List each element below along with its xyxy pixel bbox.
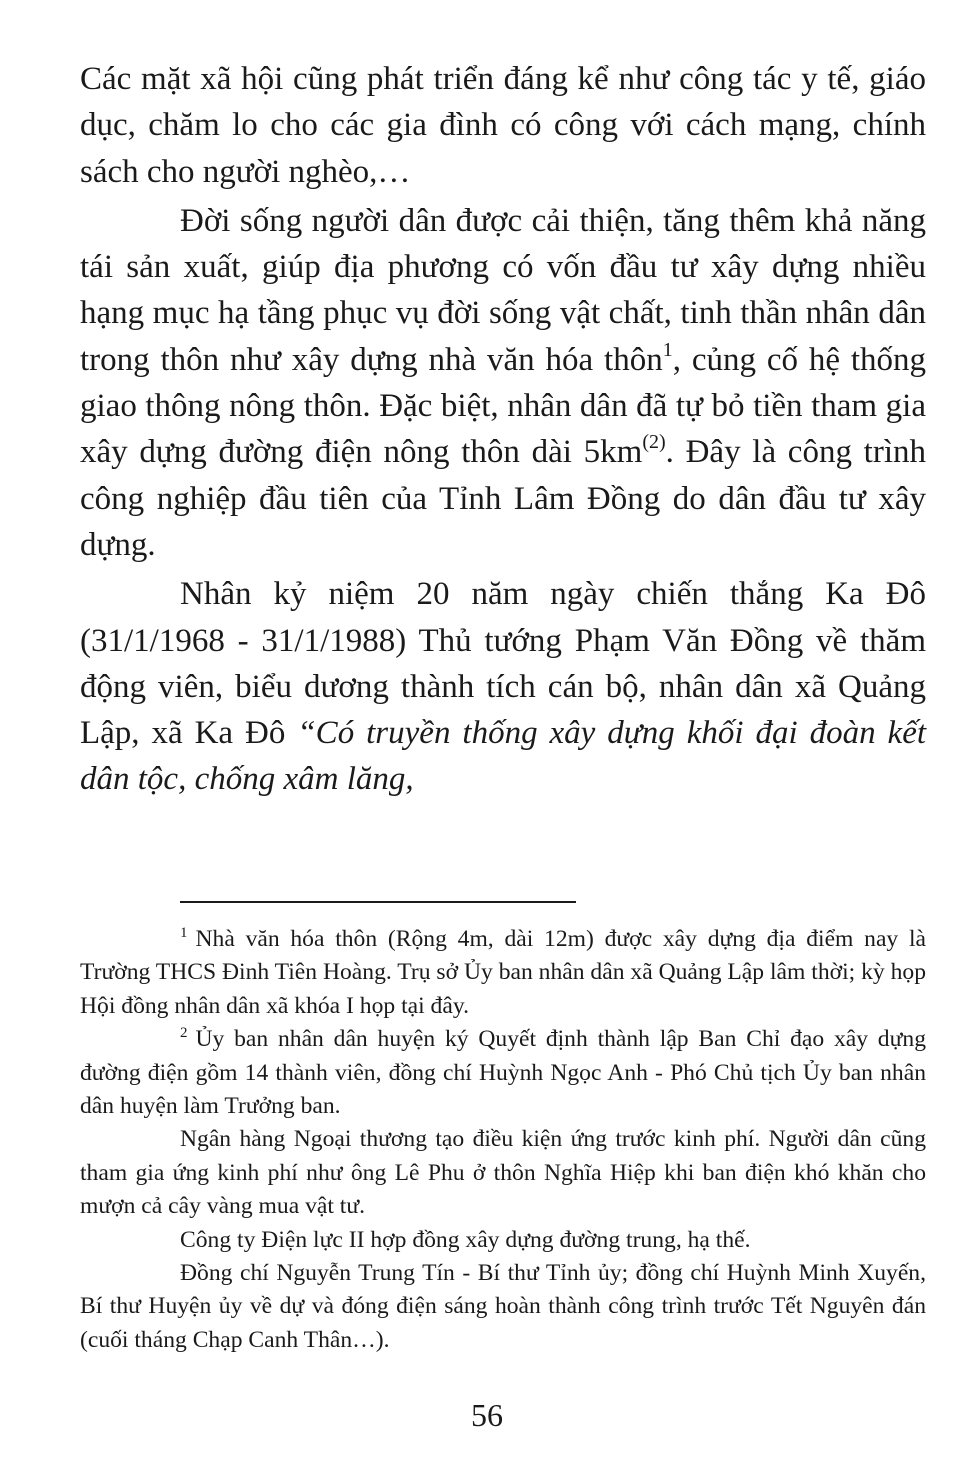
paragraph-3-quote: “Có truyền thống xây dựng khối đại đoàn kết dân tộc, chống xâm lăng, xyxy=(80,715,927,798)
footnote-divider xyxy=(180,901,576,903)
paragraph-2-part-c: . Đây là công trình công nghiệp đầu tiên của Tỉnh Lâm Đồng do dân đầu tư xây dựng. xyxy=(80,434,926,563)
footnotes xyxy=(80,923,926,1357)
paragraph-2 xyxy=(80,198,926,568)
paragraph-1: Các mặt xã hội cũng phát triển đáng kể như công tác y tế, giáo dục, chăm lo cho các gia đình có công với cách mạng, chính sách cho người nghèo,… xyxy=(80,61,926,190)
page-number: 56 xyxy=(471,1397,503,1433)
main-text xyxy=(80,56,926,803)
footnote-ref-2: (2) xyxy=(642,431,666,454)
footnote-1-mark: 1 xyxy=(180,925,188,941)
footnote-2-mark: 2 xyxy=(180,1025,188,1042)
footnote-2-paragraph-2: Ngân hàng Ngoại thương tạo điều kiện ứng trước kinh phí. Người dân cũng tham gia ứng kinh phí như ông Lê Phu ở thôn Nghĩa Hiệp khi ban điện khó khăn cho mượn cả cây vàng mua vật tư. xyxy=(80,1126,926,1220)
paragraph-3-part-a: Nhân kỷ niệm 20 năm ngày chiến thắng Ka Đô (31/1/1968 - 31/1/1988) Thủ tướng Phạm Văn Đồng về thăm động viên, biểu dương thành tích cán bộ, nhân dân xã Quảng Lập, xã Ka Đô xyxy=(80,576,926,752)
footnote-2 xyxy=(80,1023,926,1123)
paragraph-3 xyxy=(80,571,926,802)
paragraph-2-part-b: , củng cố hệ thống giao thông nông thôn. Đặc biệt, nhân dân đã tự bỏ tiền tham gia xây dựng đường điện nông thôn dài 5km xyxy=(80,341,927,471)
footnote-1 xyxy=(80,923,926,1023)
footnote-2-text: Ủy ban nhân dân huyện ký Quyết định thành lập Ban Chỉ đạo xây dựng đường điện gồm 14 thành viên, đồng chí Huỳnh Ngọc Anh - Phó Chủ tịch Ủy ban nhân dân huyện làm Trưởng ban. xyxy=(80,1026,926,1120)
footnote-2-paragraph-3: Công ty Điện lực II hợp đồng xây dựng đường trung, hạ thế. xyxy=(180,1226,751,1253)
footnote-2-paragraph-4: Đồng chí Nguyễn Trung Tín - Bí thư Tỉnh ủy; đồng chí Huỳnh Minh Xuyến, Bí thư Huyện ủy về dự và đóng điện sáng hoàn thành công trình trước Tết Nguyên đán (cuối tháng Chạp Canh Thân…). xyxy=(80,1260,926,1353)
paragraph-2-part-a: Đời sống người dân được cải thiện, tăng thêm khả năng tái sản xuất, giúp địa phương có vốn đầu tư xây dựng nhiều hạng mục hạ tầng phục vụ đời sống vật chất, tinh thần nhân dân trong thôn như xây dựng nhà văn hóa thôn xyxy=(80,202,926,378)
footnote-1-text: Nhà văn hóa thôn (Rộng 4m, dài 12m) được xây dựng địa điểm nay là Trường THCS Đinh Tiên Hoàng. Trụ sở Ủy ban nhân dân xã Quảng Lập lâm thời; kỳ họp Hội đồng nhân dân xã khóa I họp tại đây. xyxy=(80,926,926,1019)
footnote-ref-1: 1 xyxy=(662,338,673,361)
